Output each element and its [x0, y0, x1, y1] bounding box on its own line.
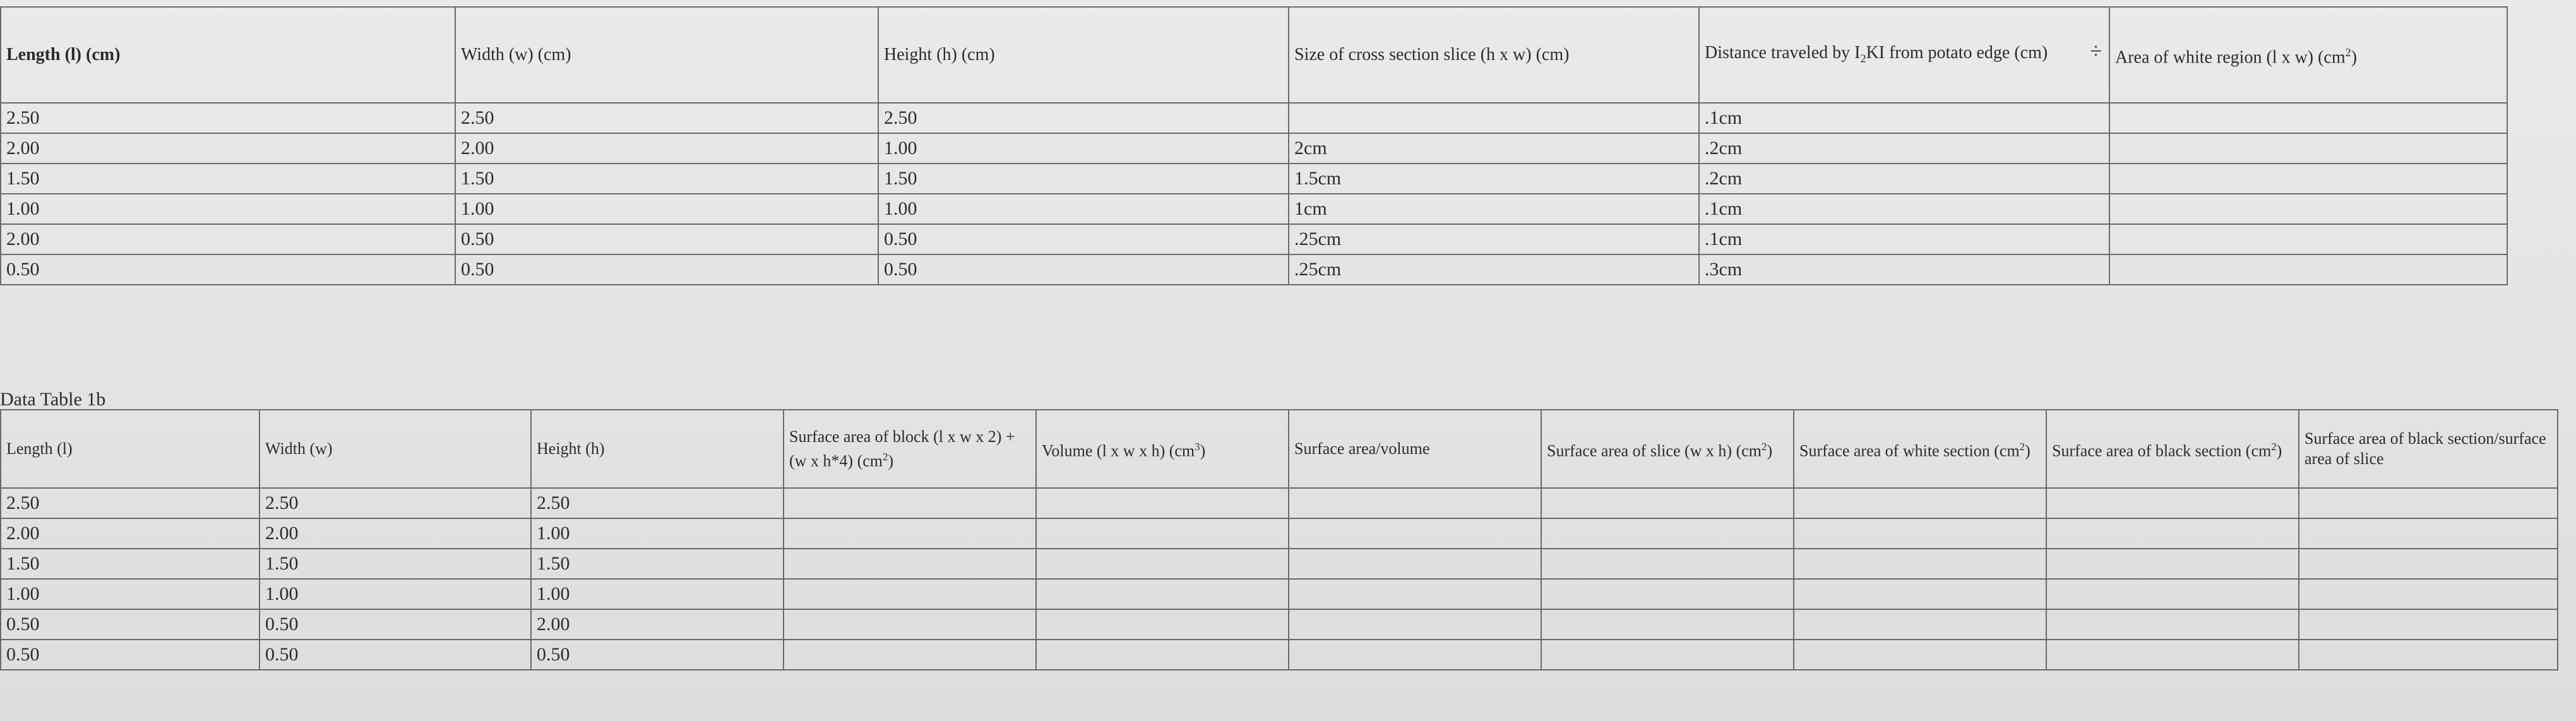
t1-cell: 0.50 [455, 254, 878, 285]
t2-cell [1794, 488, 2046, 518]
table2-header-row [1, 410, 2558, 488]
t2-cell: 1.00 [1, 579, 259, 609]
t2-cell [2046, 640, 2299, 670]
t2-cell: 0.50 [259, 609, 531, 640]
t2-cell [1794, 549, 2046, 579]
t2-header-surface-area-text: Surface area of block (l x w x 2) + (w x h*4) (cm [789, 427, 1015, 470]
table-row [1, 254, 2507, 285]
t2-cell [2299, 609, 2558, 640]
t1-cell: .2cm [1699, 133, 2109, 164]
t1-header-distance-subscript: 2 [1860, 52, 1866, 65]
t1-cell: .25cm [1289, 254, 1699, 285]
t2-cell [784, 609, 1036, 640]
t2-cell [1541, 609, 1794, 640]
t2-cell [2299, 640, 2558, 670]
t2-cell [784, 579, 1036, 609]
t2-header-slice-superscript: 2 [1762, 440, 1767, 453]
t2-cell [1794, 640, 2046, 670]
data-table-1 [0, 6, 2508, 285]
t2-header-white: Surface area of white section $(cm^2)$ [1794, 410, 2046, 488]
t2-cell: 2.50 [259, 488, 531, 518]
t1-cell: 1.00 [878, 194, 1289, 224]
t2-cell: 1.00 [531, 518, 784, 549]
t1-cell: 1.00 [878, 133, 1289, 164]
t1-cell [2109, 194, 2507, 224]
t1-cell [2109, 133, 2507, 164]
t2-header-black: Surface area of black section $(cm^2)$ [2046, 410, 2299, 488]
t2-header-ratio: Surface area/volume [1289, 410, 1541, 488]
t2-cell [1541, 518, 1794, 549]
t2-header-width: Width (w) [259, 410, 531, 488]
t2-header-volume: Volume (l x w x h) $(cm^3)$ [1036, 410, 1289, 488]
table-row [1, 194, 2507, 224]
t1-header-area-white-text: Area of white region (l x w) (cm [2115, 47, 2346, 68]
t2-cell [2299, 518, 2558, 549]
t2-cell [2046, 579, 2299, 609]
t2-cell [1794, 518, 2046, 549]
t1-header-distance-text: Distance traveled by I [1705, 42, 1861, 63]
t2-header-slice-text: Surface area of slice (w x h) (cm [1547, 441, 1762, 460]
table-row [1, 549, 2558, 579]
t1-cell: .1cm [1699, 103, 2109, 133]
t1-header-length: Length (l) (cm) [1, 7, 455, 103]
t2-cell [1036, 579, 1289, 609]
table-row [1, 103, 2507, 133]
table-row [1, 224, 2507, 254]
t2-header-length: Length (l) [1, 410, 259, 488]
t2-cell [1036, 609, 1289, 640]
table-row [1, 609, 2558, 640]
t1-header-area-white-tail: ) [2351, 47, 2358, 68]
t2-cell [1289, 640, 1541, 670]
t2-header-surface-area: Surface area of block (l x w x 2) + (w x h*4) $(cm^2)$ [784, 410, 1036, 488]
t2-header-slice: Surface area of slice (w x h) $(cm^2)$ [1541, 410, 1794, 488]
t1-cell: 1.00 [455, 194, 878, 224]
t2-cell: 2.00 [259, 518, 531, 549]
t1-cell [2109, 224, 2507, 254]
t1-cell: .1cm [1699, 194, 2109, 224]
t1-header-distance [1699, 7, 2109, 103]
t2-header-surface-area-superscript: 2 [883, 450, 888, 463]
t1-cell: 1.50 [455, 164, 878, 194]
t2-header-black-superscript: 2 [2271, 440, 2277, 453]
t2-cell [1289, 609, 1541, 640]
t1-header-area-white-superscript: 2 [2345, 45, 2351, 59]
t2-cell [2299, 549, 2558, 579]
t2-header-white-text: Surface area of white section (cm [1799, 441, 2020, 460]
t2-cell: 0.50 [1, 609, 259, 640]
t1-cell: .2cm [1699, 164, 2109, 194]
table-row [1, 640, 2558, 670]
t2-cell [784, 488, 1036, 518]
table-row [1, 133, 2507, 164]
t1-header-height: Height (h) (cm) [878, 7, 1289, 103]
t1-cell: 0.50 [878, 254, 1289, 285]
t2-cell [1036, 488, 1289, 518]
t1-header-distance-tail: KI from potato edge (cm) [1866, 42, 2048, 63]
t2-cell [784, 518, 1036, 549]
t1-cell: 0.50 [878, 224, 1289, 254]
t2-cell [1289, 518, 1541, 549]
t2-cell [2046, 549, 2299, 579]
table-row [1, 518, 2558, 549]
t1-cell: 1.5cm [1289, 164, 1699, 194]
t2-cell: 1.00 [531, 579, 784, 609]
t2-cell [2046, 488, 2299, 518]
t1-header-area-white [2109, 7, 2507, 103]
t1-cell: 2.00 [1, 133, 455, 164]
t1-cell: .1cm [1699, 224, 2109, 254]
t1-cell: 2.00 [455, 133, 878, 164]
t2-cell [1036, 549, 1289, 579]
t1-cell: 1.00 [1, 194, 455, 224]
t2-cell: 0.50 [531, 640, 784, 670]
t1-cell: .25cm [1289, 224, 1699, 254]
t2-cell [1289, 579, 1541, 609]
table-row [1, 579, 2558, 609]
t2-cell [1541, 549, 1794, 579]
table-row [1, 164, 2507, 194]
t2-cell [2299, 488, 2558, 518]
t1-cell: 0.50 [1, 254, 455, 285]
t1-cell: 2.50 [878, 103, 1289, 133]
t2-cell: 2.50 [1, 488, 259, 518]
t2-cell: 1.00 [259, 579, 531, 609]
t1-cell: 1.50 [878, 164, 1289, 194]
t2-header-white-superscript: 2 [2019, 440, 2025, 453]
t1-cell: 1cm [1289, 194, 1699, 224]
t2-cell [1794, 609, 2046, 640]
t2-cell: 2.00 [1, 518, 259, 549]
t2-header-volume-text: Volume (l x w x h) (cm [1042, 441, 1195, 460]
t1-cell: 2.50 [455, 103, 878, 133]
t1-cell: .3cm [1699, 254, 2109, 285]
t2-cell [1289, 549, 1541, 579]
t1-cell [1289, 103, 1699, 133]
t2-cell [2046, 518, 2299, 549]
t1-cell: 2cm [1289, 133, 1699, 164]
t2-cell: 2.50 [531, 488, 784, 518]
t1-cell [2109, 103, 2507, 133]
t1-cell: 2.00 [1, 224, 455, 254]
t2-cell [1541, 640, 1794, 670]
t1-cell: 0.50 [455, 224, 878, 254]
t2-cell: 1.50 [259, 549, 531, 579]
t1-cell [2109, 164, 2507, 194]
t2-cell [1794, 579, 2046, 609]
t2-cell [1036, 640, 1289, 670]
t2-header-black-ratio: Surface area of black section/surface area of slice [2299, 410, 2558, 488]
t1-cell: 2.50 [1, 103, 455, 133]
t2-header-volume-superscript: 3 [1195, 440, 1200, 453]
table-row [1, 488, 2558, 518]
t2-cell: 2.00 [531, 609, 784, 640]
t2-cell [1289, 488, 1541, 518]
division-sign-icon: ÷ [2090, 39, 2102, 63]
t2-cell [1541, 579, 1794, 609]
t2-header-height: Height (h) [531, 410, 784, 488]
t2-cell [2299, 579, 2558, 609]
t2-cell: 0.50 [1, 640, 259, 670]
data-table-1b [0, 409, 2558, 670]
table2-caption: Data Table 1b [0, 389, 106, 410]
t2-cell [1036, 518, 1289, 549]
t1-header-cross-section: Size of cross section slice (h x w) (cm) [1289, 7, 1699, 103]
t2-cell [1541, 488, 1794, 518]
t2-cell: 1.50 [531, 549, 784, 579]
t2-cell [784, 640, 1036, 670]
table1-header-row [1, 7, 2507, 103]
t2-cell: 0.50 [259, 640, 531, 670]
t2-cell: 1.50 [1, 549, 259, 579]
t2-cell [2046, 609, 2299, 640]
t2-cell [784, 549, 1036, 579]
t1-header-width: Width (w) (cm) [455, 7, 878, 103]
t1-cell [2109, 254, 2507, 285]
t1-cell: 1.50 [1, 164, 455, 194]
t2-header-black-text: Surface area of black section (cm [2052, 441, 2272, 460]
